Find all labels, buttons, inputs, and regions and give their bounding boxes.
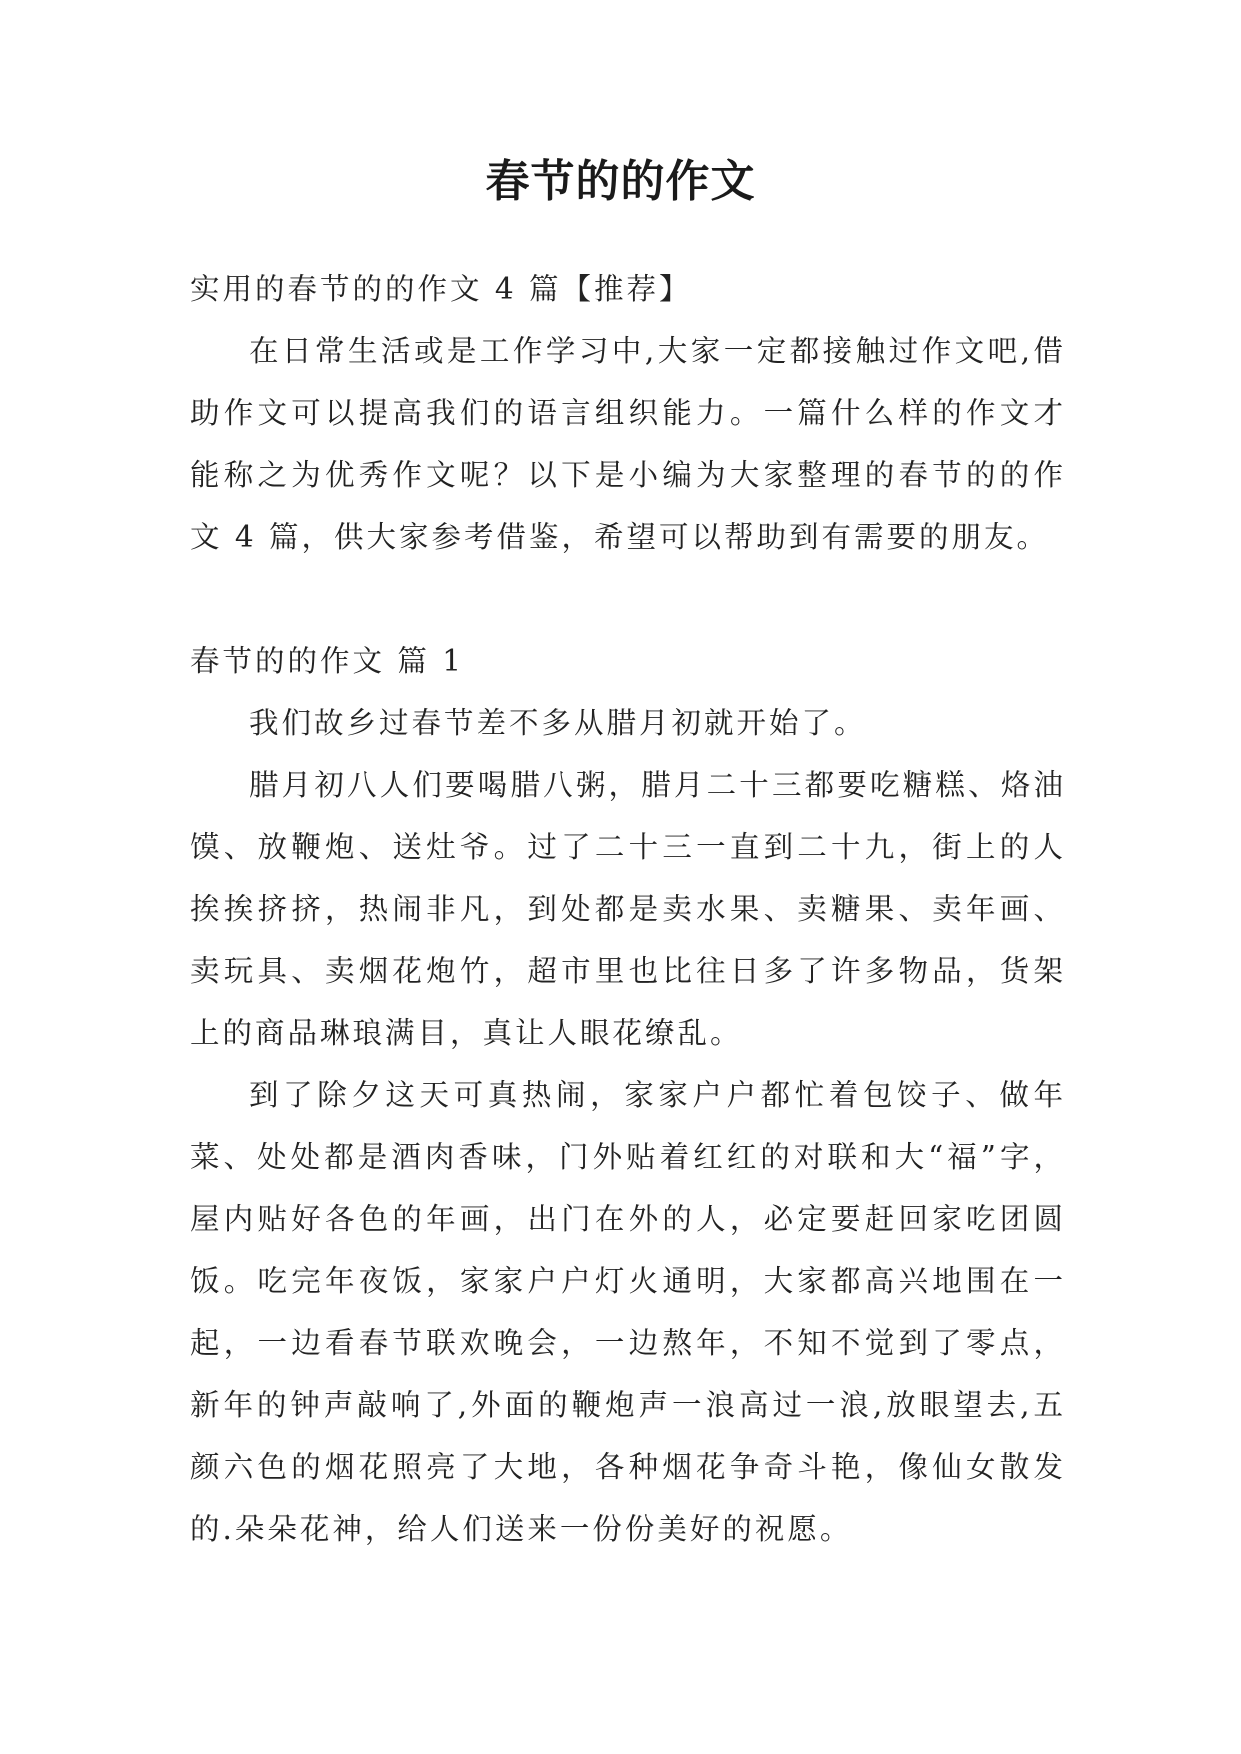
document-body: [190, 258, 1066, 1560]
document-title: 春节的的作文: [485, 156, 756, 207]
body-paragraph-3: 到了除夕这天可真热闹，家家户户都忙着包饺子、做年菜、处处都是酒肉香味，门外贴着红红的对联和大“福”字，屋内贴好各色的年画，出门在外的人，必定要赶回家吃团圆饭。吃完年夜饭，家家户户灯火通明，大家都高兴地围在一起，一边看春节联欢晚会，一边熬年，不知不觉到了零点，新年的钟声敲响了,外面的鞭炮声一浪高过一浪,放眼望去,五颜六色的烟花照亮了大地，各种烟花争奇斗艳，像仙女散发的.朵朵花神，给人们送来一份份美好的祝愿。: [190, 1078, 1066, 1546]
body-paragraph-2: 腊月初八人们要喝腊八粥，腊月二十三都要吃糖糕、烙油馍、放鞭炮、送灶爷。过了二十三一直到二十九，街上的人挨挨挤挤，热闹非凡，到处都是卖水果、卖糖果、卖年画、卖玩具、卖烟花炮竹，超市里也比往日多了许多物品，货架上的商品琳琅满目，真让人眼花缭乱。: [190, 768, 1066, 1050]
section-spacer: [190, 568, 1066, 630]
section-heading: 春节的的作文 篇 1: [190, 644, 465, 678]
intro-paragraph: 在日常生活或是工作学习中,大家一定都接触过作文吧,借助作文可以提高我们的语言组织能力。一篇什么样的作文才能称之为优秀作文呢？以下是小编为大家整理的春节的的作文 4 篇，供大家参考借鉴，希望可以帮助到有需要的朋友。: [190, 334, 1066, 554]
body-paragraph-1: 我们故乡过春节差不多从腊月初就开始了。: [249, 706, 867, 740]
article-subtitle: 实用的春节的的作文 4 篇【推荐】: [190, 272, 692, 306]
